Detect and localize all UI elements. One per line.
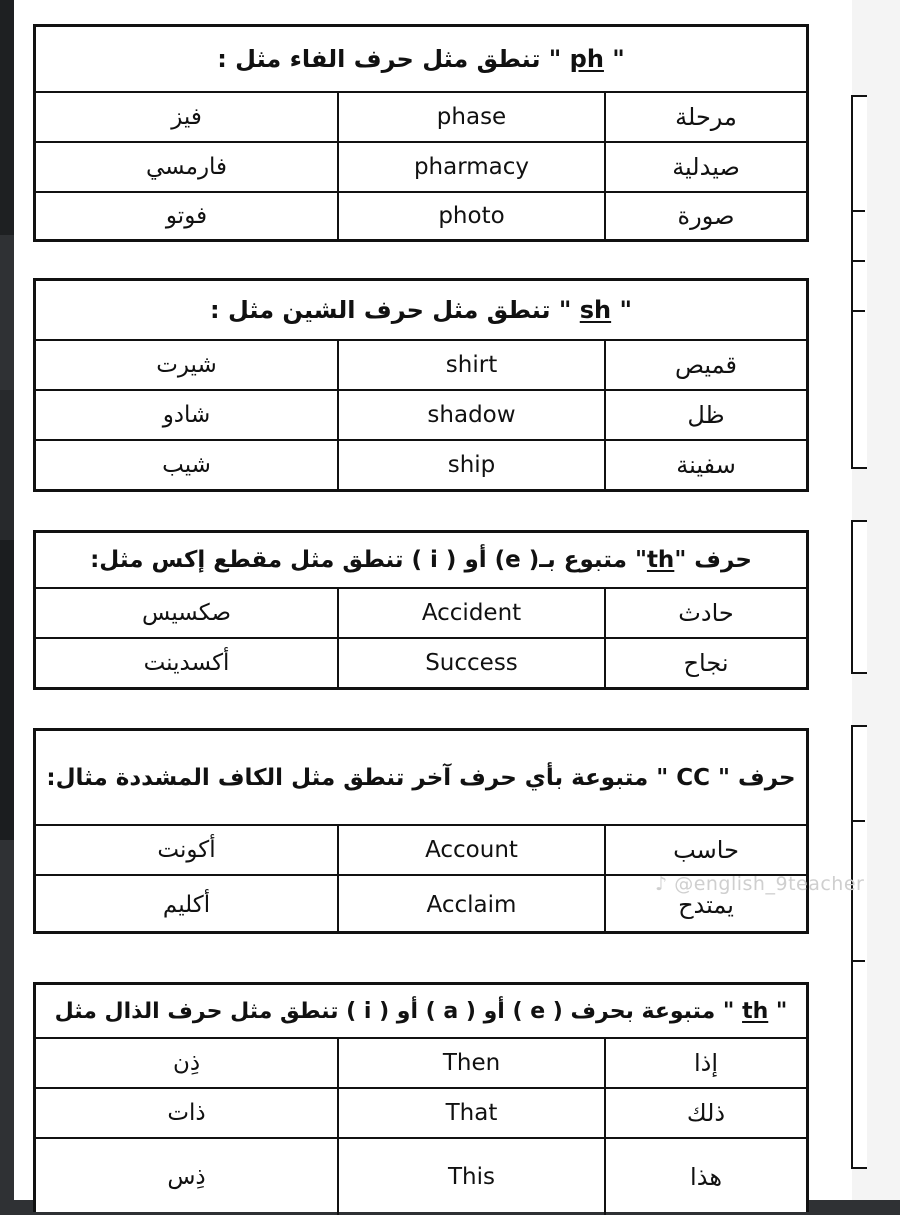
meaning-cell: ذلك	[686, 1099, 726, 1127]
adjacent-table-rule	[851, 820, 865, 822]
pronunciation-cell: صكسيس	[36, 589, 339, 637]
table-row	[36, 391, 806, 441]
section-title	[36, 731, 806, 826]
adjacent-table-rule	[851, 960, 865, 962]
title-quote: حرف "	[674, 547, 752, 573]
english-word-cell: shirt	[339, 341, 606, 389]
english-word-cell: Success	[339, 639, 606, 687]
adjacent-page-table	[851, 725, 867, 1169]
tiktok-icon: ♪	[655, 873, 668, 895]
english-word-cell: Acclaim	[339, 876, 606, 934]
title-text: " متبوعة بحرف ( e ) أو ( a ) أو ( i ) تنطق مثل حرف الذال مثل	[54, 998, 735, 1024]
meaning-cell: حادث	[678, 599, 734, 627]
section-title	[36, 281, 806, 341]
pronunciation-cell: فوتو	[36, 193, 339, 239]
letter-tag: ph	[569, 45, 604, 73]
watermark	[655, 873, 864, 895]
adjacent-table-rule	[851, 310, 865, 312]
table-row	[36, 1039, 806, 1089]
english-word-cell: This	[339, 1139, 606, 1215]
watermark-text: @english_9teacher	[674, 873, 865, 895]
adjacent-page-table	[851, 520, 867, 674]
adjacent-page-table	[851, 95, 867, 469]
meaning-cell: مرحلة	[675, 103, 737, 131]
section-title	[36, 985, 806, 1039]
pronunciation-cell: شادو	[36, 391, 339, 439]
table-row	[36, 639, 806, 687]
table-row	[36, 441, 806, 489]
pronunciation-cell: شيب	[36, 441, 339, 489]
english-word-cell: That	[339, 1089, 606, 1137]
meaning-cell: حاسب	[673, 836, 739, 864]
section-title	[36, 27, 806, 93]
table-row	[36, 93, 806, 143]
adjacent-table-rule	[851, 210, 865, 212]
meaning-cell: صورة	[677, 202, 735, 230]
english-word-cell: Account	[339, 826, 606, 874]
table-row	[36, 143, 806, 193]
title-text: " متبوع بـ( e) أو ( i ) تنطق مثل مقطع إكس مثل:	[90, 547, 647, 573]
table-row	[36, 1139, 806, 1215]
table-row	[36, 589, 806, 639]
pronunciation-cell: ذِس	[36, 1139, 339, 1215]
english-word-cell: photo	[339, 193, 606, 239]
meaning-cell: صيدلية	[672, 153, 740, 181]
section-title	[36, 533, 806, 589]
th-x-section	[33, 530, 809, 690]
title-quote: "	[775, 998, 788, 1024]
letter-tag: th	[742, 998, 769, 1024]
background-edge	[0, 540, 14, 840]
meaning-cell: يمتدح	[678, 891, 734, 919]
letter-tag: th	[646, 547, 675, 573]
adjacent-table-rule	[851, 260, 865, 262]
english-word-cell: ship	[339, 441, 606, 489]
title-text: حرف " CC " متبوعة بأي حرف آخر تنطق مثل الكاف المشددة مثال:	[46, 764, 796, 791]
title-quote: "	[612, 45, 625, 73]
pronunciation-cell: ذات	[36, 1089, 339, 1137]
th-dhal-section	[33, 982, 809, 1212]
letter-tag: sh	[579, 296, 612, 324]
pronunciation-cell: أكسدينت	[36, 639, 339, 687]
english-word-cell: phase	[339, 93, 606, 141]
english-word-cell: shadow	[339, 391, 606, 439]
english-word-cell: Then	[339, 1039, 606, 1087]
table-row	[36, 826, 806, 876]
pronunciation-cell: أكونت	[36, 826, 339, 874]
title-text: " تنطق مثل حرف الشين مثل :	[210, 296, 572, 324]
english-word-cell: Accident	[339, 589, 606, 637]
background-edge	[0, 0, 14, 235]
title-text: " تنطق مثل حرف الفاء مثل :	[217, 45, 562, 73]
meaning-cell: نجاح	[683, 649, 729, 677]
ph-section	[33, 24, 809, 242]
meaning-cell: ظل	[687, 401, 725, 429]
cc-section	[33, 728, 809, 934]
table-row	[36, 1089, 806, 1139]
pronunciation-cell: أكليم	[36, 876, 339, 934]
pronunciation-cell: ذِن	[36, 1039, 339, 1087]
background-edge	[0, 390, 14, 540]
pronunciation-cell: شيرت	[36, 341, 339, 389]
meaning-cell: قميص	[675, 351, 737, 379]
pronunciation-cell: فارمسي	[36, 143, 339, 191]
sh-section	[33, 278, 809, 492]
table-row	[36, 341, 806, 391]
meaning-cell: إذا	[693, 1049, 719, 1077]
title-quote: "	[619, 296, 632, 324]
meaning-cell: هذا	[690, 1163, 722, 1191]
meaning-cell: سفينة	[676, 451, 736, 479]
english-word-cell: pharmacy	[339, 143, 606, 191]
pronunciation-cell: فيز	[36, 93, 339, 141]
table-row	[36, 193, 806, 239]
